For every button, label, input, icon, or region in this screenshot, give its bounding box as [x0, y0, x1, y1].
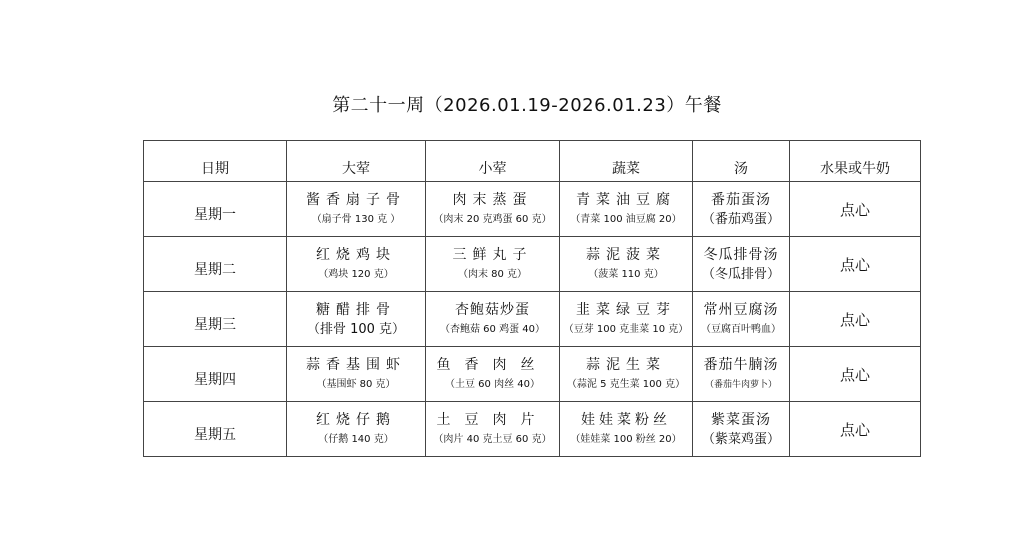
dish-note: （番茄鸡蛋）	[701, 211, 780, 227]
dish-note: （青菜 100 油豆腐 20）	[570, 213, 682, 225]
dish-name: 番茄牛腩汤	[703, 356, 779, 373]
dish-note: （娃娃菜 100 粉丝 20）	[570, 433, 682, 445]
dish-note: （杏鲍菇 60 鸡蛋 40）	[440, 323, 545, 335]
big-meat-cell	[287, 237, 426, 292]
dish-note: （肉末 20 克鸡蛋 60 克）	[433, 213, 552, 225]
header-date: 日期	[144, 141, 287, 182]
dish-note: （鸡块 120 克）	[318, 268, 394, 280]
table-row	[144, 292, 921, 347]
fruit-label: 点心	[839, 255, 870, 274]
small-meat-cell	[426, 237, 560, 292]
dish-name: 鱼香肉丝	[436, 356, 549, 373]
fruit-label: 点心	[839, 200, 870, 219]
table-row	[144, 182, 921, 237]
day-cell	[144, 292, 287, 347]
soup-cell	[693, 292, 790, 347]
fruit-cell	[790, 402, 921, 457]
big-meat-cell	[287, 347, 426, 402]
dish-name: 紫菜蛋汤	[711, 411, 771, 428]
small-meat-cell	[426, 347, 560, 402]
fruit-label: 点心	[839, 420, 870, 439]
dish-note: （豆腐百叶鸭血）	[701, 323, 781, 335]
day-label: 星期五	[194, 427, 236, 443]
dish-note: （冬瓜排骨）	[701, 266, 780, 282]
fruit-cell	[790, 292, 921, 347]
dish-name: 糖醋排骨	[316, 301, 396, 318]
big-meat-cell	[287, 292, 426, 347]
dish-note: （蒜泥 5 克生菜 100 克）	[566, 378, 686, 390]
dish-name: 三鲜丸子	[452, 246, 533, 263]
day-cell	[144, 402, 287, 457]
fruit-label: 点心	[839, 365, 870, 384]
day-label: 星期四	[194, 372, 236, 388]
dish-name: 红烧鸡块	[316, 246, 396, 263]
vegetable-cell	[560, 292, 693, 347]
page-title: 第二十一周（2026.01.19-2026.01.23）午餐	[332, 95, 722, 116]
dish-note: （肉末 80 克）	[457, 268, 528, 280]
header-fruit-or-milk: 水果或牛奶	[790, 141, 921, 182]
day-cell	[144, 237, 287, 292]
fruit-cell	[790, 347, 921, 402]
day-cell	[144, 347, 287, 402]
dish-note: （扇子骨 130 克 ）	[311, 213, 401, 225]
dish-note: （紫菜鸡蛋）	[701, 431, 780, 447]
fruit-label: 点心	[839, 310, 870, 329]
header-small-meat: 小荤	[426, 141, 560, 182]
small-meat-cell	[426, 182, 560, 237]
dish-name: 青菜油豆腐	[576, 191, 676, 208]
header-big-meat: 大荤	[287, 141, 426, 182]
dish-note: （菠菜 110 克）	[588, 268, 664, 280]
dish-note: （基围虾 80 克）	[316, 378, 396, 390]
table-row	[144, 347, 921, 402]
big-meat-cell	[287, 402, 426, 457]
day-label: 星期三	[194, 317, 236, 333]
vegetable-cell	[560, 402, 693, 457]
dish-note: （排骨 100 克）	[306, 321, 406, 337]
header-vegetable: 蔬菜	[560, 141, 693, 182]
dish-name: 番茄蛋汤	[711, 191, 771, 208]
lunch-menu-table	[143, 140, 921, 457]
small-meat-cell	[426, 402, 560, 457]
soup-cell	[693, 237, 790, 292]
header-soup: 汤	[693, 141, 790, 182]
soup-cell	[693, 347, 790, 402]
day-cell	[144, 182, 287, 237]
table-row	[144, 402, 921, 457]
dish-name: 蒜泥菠菜	[586, 246, 666, 263]
soup-cell	[693, 182, 790, 237]
header-row	[144, 141, 921, 182]
vegetable-cell	[560, 347, 693, 402]
dish-name: 冬瓜排骨汤	[703, 246, 779, 263]
small-meat-cell	[426, 292, 560, 347]
big-meat-cell	[287, 182, 426, 237]
table-row	[144, 237, 921, 292]
dish-name: 蒜香基围虾	[306, 356, 406, 373]
fruit-cell	[790, 182, 921, 237]
vegetable-cell	[560, 237, 693, 292]
dish-name: 酱香扇子骨	[306, 191, 406, 208]
dish-name: 娃娃菜粉丝	[581, 411, 671, 428]
dish-note: （肉片 40 克土豆 60 克）	[433, 433, 552, 445]
dish-note: （土豆 60 肉丝 40）	[445, 378, 540, 390]
dish-note: （豆芽 100 克韭菜 10 克）	[563, 323, 689, 335]
dish-name: 杏鲍菇炒蛋	[455, 301, 530, 318]
dish-name: 土豆肉片	[436, 411, 549, 428]
day-label: 星期二	[194, 262, 236, 278]
dish-name: 红烧仔鹅	[316, 411, 396, 428]
dish-note: （番茄牛肉萝卜）	[704, 379, 777, 390]
dish-note: （仔鹅 140 克）	[318, 433, 394, 445]
dish-name: 肉末蒸蛋	[452, 191, 533, 208]
day-label: 星期一	[194, 207, 236, 223]
fruit-cell	[790, 237, 921, 292]
soup-cell	[693, 402, 790, 457]
dish-name: 韭菜绿豆芽	[576, 301, 676, 318]
dish-name: 常州豆腐汤	[703, 301, 779, 318]
vegetable-cell	[560, 182, 693, 237]
dish-name: 蒜泥生菜	[586, 356, 666, 373]
